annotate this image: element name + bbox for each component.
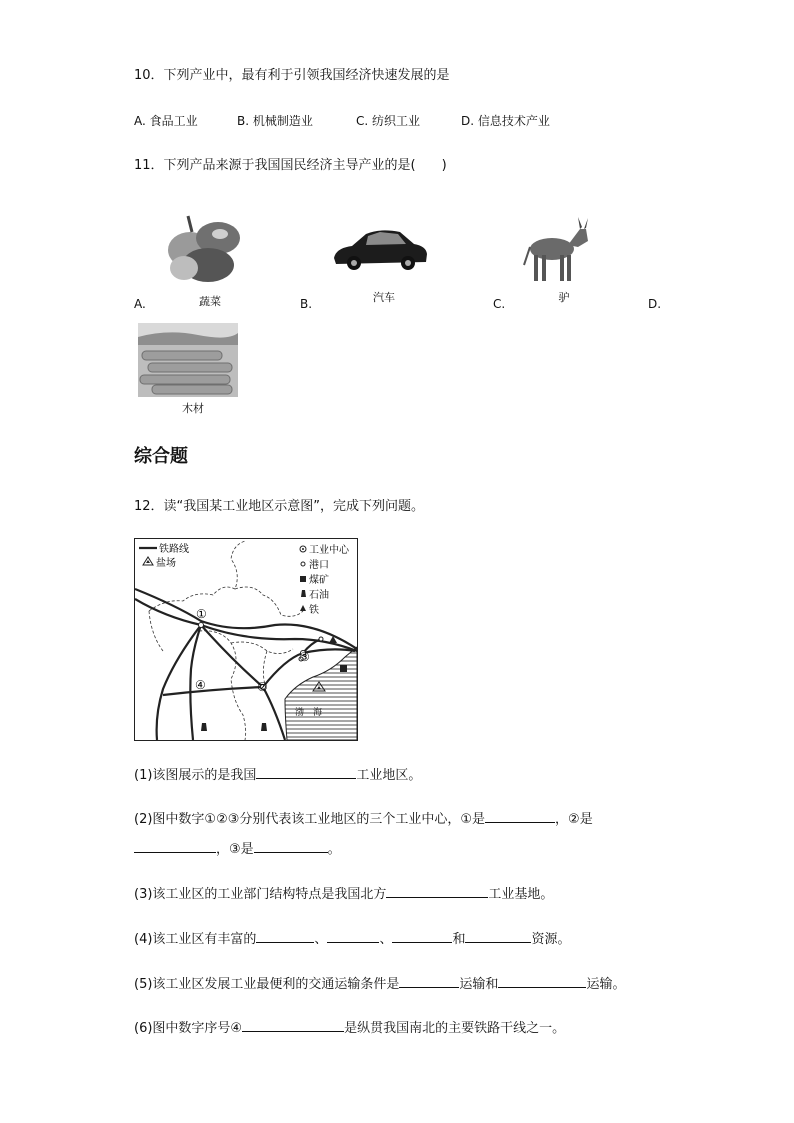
q12-sub1-a: (1)该图展示的是我国 bbox=[134, 768, 257, 783]
q10-stem: 10．下列产业中，最有利于引领我国经济快速发展的是 bbox=[134, 68, 450, 83]
legend-coal: 煤矿 bbox=[309, 575, 329, 586]
q12-sub2-blank-3[interactable] bbox=[254, 838, 328, 853]
q11-caption-d: 木材 bbox=[182, 402, 204, 415]
q12-sub1-b: 工业地区。 bbox=[356, 768, 422, 783]
q12-sub2-a: (2)图中数字①②③分别代表该工业地区的三个工业中心，①是 bbox=[134, 812, 486, 827]
q10-option-b[interactable]: B. 机械制造业 bbox=[237, 114, 313, 128]
sea-label: 渤 海 bbox=[295, 708, 323, 718]
map-number-4: ④ bbox=[195, 678, 206, 692]
q12-sub2-line2 bbox=[134, 838, 341, 859]
q11-label-b[interactable]: B. bbox=[300, 297, 313, 311]
q12-sub5 bbox=[134, 973, 625, 994]
map-number-3: ③ bbox=[299, 650, 310, 664]
q12-sub5-blank-2[interactable] bbox=[498, 973, 586, 988]
q11-caption-c: 驴 bbox=[558, 291, 570, 304]
q12-sub4-c: 、 bbox=[379, 932, 393, 947]
industrial-region-map bbox=[134, 538, 358, 741]
legend-iron: 铁 bbox=[309, 605, 319, 616]
q12-sub1-blank[interactable] bbox=[256, 764, 356, 779]
q12-sub4-blank-3[interactable] bbox=[392, 928, 452, 943]
q12-sub3-b: 工业基地。 bbox=[488, 887, 554, 902]
legend-port: 港口 bbox=[309, 560, 329, 571]
q12-sub3-a: (3)该工业区的工业部门结构特点是我国北方 bbox=[134, 887, 387, 902]
q12-stem: 12．读“我国某工业地区示意图”，完成下列问题。 bbox=[134, 499, 425, 514]
q12-sub4-b: 、 bbox=[314, 932, 328, 947]
q11-label-a[interactable]: A. bbox=[134, 297, 146, 311]
q12-sub2-blank-2[interactable] bbox=[134, 838, 216, 853]
donkey-image bbox=[522, 215, 598, 287]
q12-sub6 bbox=[134, 1017, 565, 1038]
q12-sub2-b: ，②是 bbox=[555, 812, 593, 827]
q12-sub5-c: 运输。 bbox=[586, 977, 626, 992]
map-number-2: ② bbox=[257, 680, 268, 694]
legend-oil: 石油 bbox=[309, 590, 329, 601]
q12-sub4-d: 和 bbox=[452, 932, 466, 947]
q12-sub2-blank-1[interactable] bbox=[485, 808, 555, 823]
q12-sub1 bbox=[134, 764, 421, 785]
q12-sub6-blank[interactable] bbox=[242, 1017, 344, 1032]
q11-caption-a: 蔬菜 bbox=[199, 295, 221, 308]
q11-stem: 11．下列产品来源于我国国民经济主导产业的是( ) bbox=[134, 158, 447, 173]
q12-sub3 bbox=[134, 883, 553, 904]
q11-label-d[interactable]: D. bbox=[648, 297, 662, 311]
legend-center: 工业中心 bbox=[309, 545, 349, 556]
legend-rail: 铁路线 bbox=[159, 544, 189, 555]
q12-sub6-a: (6)图中数字序号④ bbox=[134, 1021, 243, 1036]
q12-sub4-a: (4)该工业区有丰富的 bbox=[134, 932, 257, 947]
q12-sub4 bbox=[134, 928, 570, 949]
q12-sub4-blank-1[interactable] bbox=[256, 928, 314, 943]
q12-sub4-e: 资源。 bbox=[531, 932, 571, 947]
q10-option-c[interactable]: C. 纺织工业 bbox=[356, 114, 421, 128]
timber-image bbox=[138, 323, 238, 397]
q10-option-a[interactable]: A. 食品工业 bbox=[134, 114, 198, 128]
q11-caption-b: 汽车 bbox=[373, 291, 395, 304]
q12-sub5-a: (5)该工业区发展工业最便利的交通运输条件是 bbox=[134, 977, 400, 992]
sea-area bbox=[285, 647, 357, 740]
legend-salt: 盐场 bbox=[156, 558, 176, 569]
q12-sub4-blank-2[interactable] bbox=[327, 928, 379, 943]
q12-sub5-b: 运输和 bbox=[459, 977, 499, 992]
q12-sub2-c: ，③是 bbox=[216, 842, 254, 857]
q12-sub4-blank-4[interactable] bbox=[465, 928, 531, 943]
q12-sub5-blank-1[interactable] bbox=[399, 973, 459, 988]
q12-sub3-blank[interactable] bbox=[386, 883, 488, 898]
section-title: 综合题 bbox=[134, 446, 188, 467]
q12-sub2-d: 。 bbox=[327, 842, 341, 857]
car-image bbox=[330, 226, 430, 272]
map-number-1: ① bbox=[196, 607, 207, 621]
q12-sub2 bbox=[134, 808, 593, 829]
q10-option-d[interactable]: D. 信息技术产业 bbox=[461, 114, 550, 128]
q11-label-c[interactable]: C. bbox=[493, 297, 506, 311]
vegetables-image bbox=[160, 210, 250, 285]
q12-sub6-b: 是纵贯我国南北的主要铁路干线之一。 bbox=[344, 1021, 566, 1036]
